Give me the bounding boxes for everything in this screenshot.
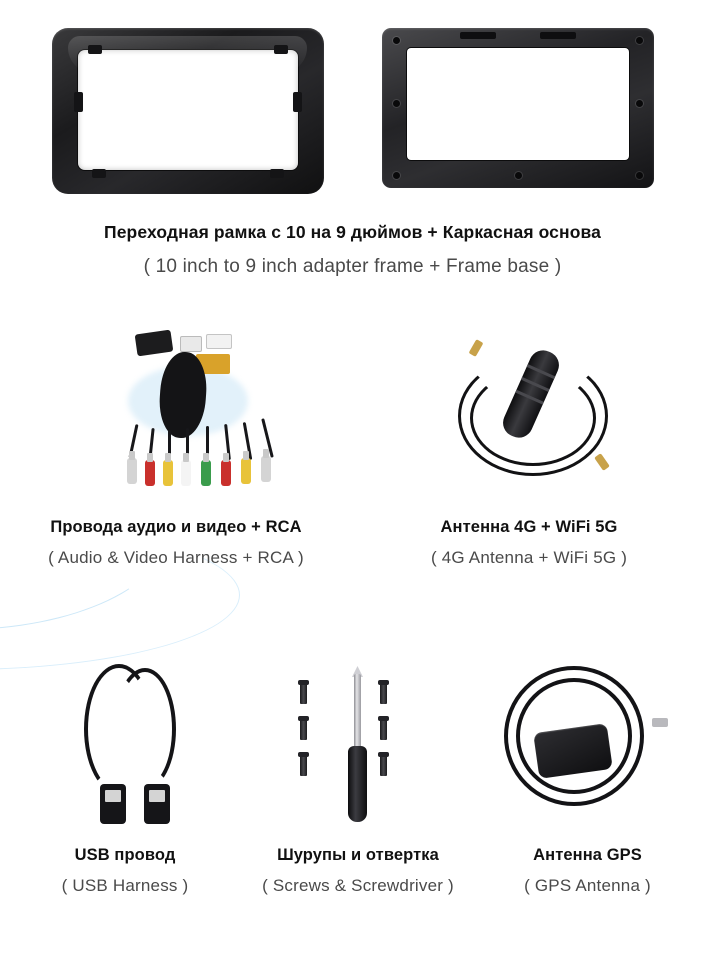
harness-caption-en: ( Audio & Video Harness + RCA )	[48, 548, 304, 567]
screws-screwdriver-image	[272, 662, 452, 834]
section-harness-antenna	[0, 318, 705, 608]
gps-caption-en: ( GPS Antenna )	[524, 876, 651, 895]
rca-plug	[261, 456, 271, 482]
screwdriver-shaft	[354, 674, 361, 750]
usb-caption-en: ( USB Harness )	[61, 876, 189, 895]
label-group-harness	[0, 518, 352, 568]
section-accessories	[0, 650, 705, 950]
harness-connector-white	[180, 336, 202, 352]
adapter-frame-tab	[88, 45, 102, 54]
screw	[300, 684, 307, 704]
adapter-frame-image	[52, 28, 324, 194]
rca-plug	[221, 460, 231, 486]
adapter-frame-tab	[92, 169, 106, 178]
screwdriver-handle	[348, 746, 367, 822]
harness-connector-black	[135, 330, 174, 357]
antenna-caption-en: ( 4G Antenna + WiFi 5G )	[430, 548, 628, 567]
section-frames	[0, 0, 705, 300]
frame-base-screw-hole	[636, 100, 643, 107]
rca-plug	[181, 460, 191, 486]
antenna-caption-ru: Антенна 4G + WiFi 5G	[440, 518, 618, 536]
frame-base-screw-hole	[636, 172, 643, 179]
rca-plug	[127, 458, 137, 484]
frame-base-notch	[540, 32, 576, 39]
frames-row	[0, 28, 705, 200]
antenna-rib	[515, 390, 544, 405]
adapter-frame-tab	[293, 92, 302, 112]
frames-caption-en: ( 10 inch to 9 inch adapter frame + Frame base )	[143, 256, 562, 277]
gps-caption-ru: Антенна GPS	[533, 846, 642, 864]
label-group-gps	[480, 846, 695, 896]
usb-connector	[144, 784, 170, 824]
adapter-frame-tab	[274, 45, 288, 54]
antenna-connector	[594, 453, 610, 471]
screw	[300, 756, 307, 776]
frame-base-notch	[460, 32, 496, 39]
antenna-rib	[527, 364, 556, 379]
screw	[380, 756, 387, 776]
antenna-rib	[521, 377, 550, 392]
label-group-antenna	[353, 518, 705, 568]
rca-plug	[163, 460, 173, 486]
antenna-4g-wifi-image	[430, 326, 650, 504]
harness-caption-ru: Провода аудио и видео + RCA	[50, 518, 302, 536]
frame-base-screw-hole	[636, 37, 643, 44]
accessories-images	[0, 650, 705, 835]
screw	[380, 684, 387, 704]
frame-base-window	[407, 48, 629, 160]
harness-connector-grey	[206, 334, 232, 349]
gps-connector	[652, 718, 668, 727]
rca-plug	[201, 460, 211, 486]
usb-caption-ru: USB провод	[74, 846, 176, 864]
usb-harness-image	[60, 664, 240, 832]
tools-caption-ru: Шурупы и отвертка	[277, 846, 439, 864]
label-group-tools	[228, 846, 488, 896]
adapter-frame-tab	[270, 169, 284, 178]
screw	[380, 720, 387, 740]
frame-base-screw-hole	[515, 172, 522, 179]
frame-base-screw-hole	[393, 172, 400, 179]
rca-plug	[241, 458, 251, 484]
adapter-frame-window	[78, 50, 298, 170]
usb-cable	[114, 668, 176, 790]
audio-video-harness-image	[110, 332, 320, 504]
harness-antenna-images	[0, 318, 705, 508]
adapter-frame-tab	[74, 92, 83, 112]
antenna-connector	[469, 339, 484, 357]
frame-base-screw-hole	[393, 100, 400, 107]
usb-connector	[100, 784, 126, 824]
rca-plug	[145, 460, 155, 486]
gps-antenna-image	[492, 660, 672, 832]
frame-base-screw-hole	[393, 37, 400, 44]
tools-caption-en: ( Screws & Screwdriver )	[262, 876, 454, 895]
frames-caption-ru: Переходная рамка с 10 на 9 дюймов + Каркасная основа	[104, 222, 601, 242]
screw	[300, 720, 307, 740]
frame-base-image	[382, 28, 654, 188]
label-group-usb	[10, 846, 240, 896]
